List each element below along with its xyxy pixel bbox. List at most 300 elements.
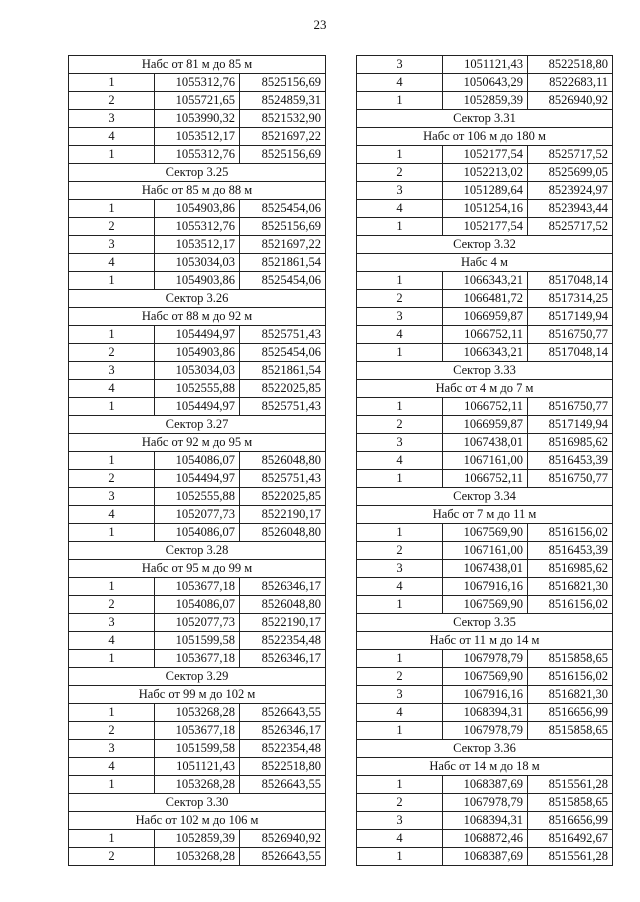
- x-coordinate: 1052077,73: [155, 614, 240, 632]
- point-number: 2: [69, 848, 155, 866]
- point-number: 2: [69, 722, 155, 740]
- point-number: 1: [69, 326, 155, 344]
- point-number: 3: [357, 560, 443, 578]
- x-coordinate: 1053512,17: [155, 128, 240, 146]
- coordinate-row: [357, 578, 613, 596]
- y-coordinate: 8515858,65: [528, 650, 613, 668]
- coordinate-row: [69, 326, 326, 344]
- y-coordinate: 8516156,02: [528, 596, 613, 614]
- section-header-row: [357, 362, 613, 380]
- point-number: 1: [357, 470, 443, 488]
- coordinate-row: [357, 776, 613, 794]
- y-coordinate: 8516985,62: [528, 560, 613, 578]
- point-number: 1: [69, 650, 155, 668]
- coordinate-row: [69, 218, 326, 236]
- y-coordinate: 8525156,69: [240, 146, 326, 164]
- coordinate-row: [357, 74, 613, 92]
- point-number: 3: [69, 110, 155, 128]
- point-number: 4: [69, 632, 155, 650]
- y-coordinate: 8522025,85: [240, 488, 326, 506]
- y-coordinate: 8517149,94: [528, 308, 613, 326]
- y-coordinate: 8526643,55: [240, 704, 326, 722]
- x-coordinate: 1066752,11: [443, 326, 528, 344]
- point-number: 3: [69, 236, 155, 254]
- x-coordinate: 1053990,32: [155, 110, 240, 128]
- x-coordinate: 1053268,28: [155, 704, 240, 722]
- x-coordinate: 1050643,29: [443, 74, 528, 92]
- coordinate-row: [69, 740, 326, 758]
- point-number: 1: [69, 524, 155, 542]
- x-coordinate: 1054903,86: [155, 200, 240, 218]
- point-number: 3: [69, 488, 155, 506]
- x-coordinate: 1067438,01: [443, 434, 528, 452]
- y-coordinate: 8516821,30: [528, 578, 613, 596]
- coordinates-table-left: [68, 55, 326, 866]
- coordinate-row: [69, 452, 326, 470]
- point-number: 2: [69, 218, 155, 236]
- x-coordinate: 1054903,86: [155, 272, 240, 290]
- point-number: 2: [69, 92, 155, 110]
- x-coordinate: 1051121,43: [155, 758, 240, 776]
- section-header-row: [69, 686, 326, 704]
- y-coordinate: 8522683,11: [528, 74, 613, 92]
- coordinate-row: [69, 254, 326, 272]
- y-coordinate: 8522190,17: [240, 506, 326, 524]
- x-coordinate: 1051599,58: [155, 740, 240, 758]
- section-header: Набс от 11 м до 14 м: [357, 632, 613, 650]
- x-coordinate: 1053268,28: [155, 848, 240, 866]
- point-number: 2: [357, 164, 443, 182]
- section-header-row: [69, 416, 326, 434]
- section-header: Набс от 92 м до 95 м: [69, 434, 326, 452]
- coordinate-row: [357, 308, 613, 326]
- y-coordinate: 8516985,62: [528, 434, 613, 452]
- point-number: 4: [357, 578, 443, 596]
- y-coordinate: 8516656,99: [528, 812, 613, 830]
- section-header-row: [69, 812, 326, 830]
- y-coordinate: 8522354,48: [240, 632, 326, 650]
- coordinate-row: [357, 452, 613, 470]
- coordinate-row: [69, 758, 326, 776]
- y-coordinate: 8526346,17: [240, 650, 326, 668]
- coordinate-row: [357, 542, 613, 560]
- coordinate-row: [69, 272, 326, 290]
- coordinate-row: [69, 578, 326, 596]
- coordinate-row: [69, 200, 326, 218]
- x-coordinate: 1051289,64: [443, 182, 528, 200]
- x-coordinate: 1068394,31: [443, 704, 528, 722]
- section-header-row: [357, 740, 613, 758]
- x-coordinate: 1067438,01: [443, 560, 528, 578]
- coordinate-row: [357, 560, 613, 578]
- x-coordinate: 1053034,03: [155, 362, 240, 380]
- coordinate-row: [357, 182, 613, 200]
- coordinates-table-right: [356, 55, 613, 866]
- section-header: Сектор 3.30: [69, 794, 326, 812]
- x-coordinate: 1052859,39: [443, 92, 528, 110]
- coordinate-row: [69, 398, 326, 416]
- y-coordinate: 8517048,14: [528, 272, 613, 290]
- point-number: 1: [357, 596, 443, 614]
- section-header: Набс от 88 м до 92 м: [69, 308, 326, 326]
- coordinate-row: [357, 812, 613, 830]
- section-header: Набс от 85 м до 88 м: [69, 182, 326, 200]
- y-coordinate: 8517149,94: [528, 416, 613, 434]
- point-number: 4: [69, 128, 155, 146]
- y-coordinate: 8526048,80: [240, 452, 326, 470]
- section-header-row: [357, 128, 613, 146]
- y-coordinate: 8526940,92: [528, 92, 613, 110]
- y-coordinate: 8524859,31: [240, 92, 326, 110]
- point-number: 2: [69, 596, 155, 614]
- x-coordinate: 1054494,97: [155, 470, 240, 488]
- section-header: Набс от 4 м до 7 м: [357, 380, 613, 398]
- x-coordinate: 1054086,07: [155, 452, 240, 470]
- coordinate-row: [357, 668, 613, 686]
- coordinate-row: [69, 704, 326, 722]
- point-number: 2: [357, 542, 443, 560]
- section-header: Сектор 3.27: [69, 416, 326, 434]
- coordinate-row: [357, 146, 613, 164]
- coordinate-row: [357, 794, 613, 812]
- point-number: 1: [69, 776, 155, 794]
- y-coordinate: 8525454,06: [240, 344, 326, 362]
- x-coordinate: 1068387,69: [443, 848, 528, 866]
- y-coordinate: 8522025,85: [240, 380, 326, 398]
- section-header: Набс от 99 м до 102 м: [69, 686, 326, 704]
- point-number: 3: [357, 308, 443, 326]
- point-number: 3: [357, 434, 443, 452]
- point-number: 2: [69, 470, 155, 488]
- x-coordinate: 1052177,54: [443, 146, 528, 164]
- coordinate-row: [69, 236, 326, 254]
- x-coordinate: 1068387,69: [443, 776, 528, 794]
- coordinate-row: [357, 434, 613, 452]
- point-number: 4: [69, 758, 155, 776]
- section-header: Набс от 7 м до 11 м: [357, 506, 613, 524]
- section-header-row: [69, 668, 326, 686]
- y-coordinate: 8526940,92: [240, 830, 326, 848]
- y-coordinate: 8516750,77: [528, 470, 613, 488]
- coordinate-row: [357, 596, 613, 614]
- point-number: 1: [357, 398, 443, 416]
- x-coordinate: 1067978,79: [443, 794, 528, 812]
- coordinate-row: [69, 632, 326, 650]
- y-coordinate: 8522354,48: [240, 740, 326, 758]
- section-header-row: [69, 56, 326, 74]
- coordinate-row: [357, 326, 613, 344]
- coordinate-row: [69, 650, 326, 668]
- section-header-row: [357, 614, 613, 632]
- x-coordinate: 1052859,39: [155, 830, 240, 848]
- section-header: Сектор 3.34: [357, 488, 613, 506]
- coordinate-row: [69, 614, 326, 632]
- section-header-row: [357, 758, 613, 776]
- point-number: 4: [357, 74, 443, 92]
- coordinate-row: [69, 722, 326, 740]
- y-coordinate: 8521532,90: [240, 110, 326, 128]
- point-number: 4: [357, 200, 443, 218]
- coordinate-row: [357, 92, 613, 110]
- coordinate-row: [69, 524, 326, 542]
- x-coordinate: 1051121,43: [443, 56, 528, 74]
- x-coordinate: 1066343,21: [443, 272, 528, 290]
- section-header-row: [69, 182, 326, 200]
- x-coordinate: 1055312,76: [155, 74, 240, 92]
- x-coordinate: 1053512,17: [155, 236, 240, 254]
- section-header-row: [357, 236, 613, 254]
- y-coordinate: 8517314,25: [528, 290, 613, 308]
- x-coordinate: 1052555,88: [155, 488, 240, 506]
- coordinate-row: [357, 416, 613, 434]
- point-number: 1: [357, 92, 443, 110]
- x-coordinate: 1067916,16: [443, 686, 528, 704]
- section-header: Сектор 3.33: [357, 362, 613, 380]
- x-coordinate: 1051599,58: [155, 632, 240, 650]
- point-number: 1: [357, 146, 443, 164]
- point-number: 1: [357, 650, 443, 668]
- section-header-row: [69, 164, 326, 182]
- section-header: Набс от 102 м до 106 м: [69, 812, 326, 830]
- x-coordinate: 1055721,65: [155, 92, 240, 110]
- y-coordinate: 8525454,06: [240, 200, 326, 218]
- point-number: 1: [357, 524, 443, 542]
- y-coordinate: 8526643,55: [240, 776, 326, 794]
- point-number: 1: [357, 848, 443, 866]
- y-coordinate: 8516156,02: [528, 668, 613, 686]
- section-header-row: [357, 488, 613, 506]
- y-coordinate: 8515858,65: [528, 794, 613, 812]
- section-header-row: [357, 380, 613, 398]
- coordinate-row: [69, 92, 326, 110]
- coordinate-row: [69, 470, 326, 488]
- coordinate-row: [357, 344, 613, 362]
- section-header: Сектор 3.32: [357, 236, 613, 254]
- y-coordinate: 8517048,14: [528, 344, 613, 362]
- coordinate-row: [357, 722, 613, 740]
- y-coordinate: 8516750,77: [528, 398, 613, 416]
- point-number: 3: [69, 614, 155, 632]
- y-coordinate: 8526346,17: [240, 578, 326, 596]
- point-number: 1: [357, 218, 443, 236]
- section-header: Набс от 81 м до 85 м: [69, 56, 326, 74]
- x-coordinate: 1067569,90: [443, 596, 528, 614]
- coordinate-row: [357, 200, 613, 218]
- coordinate-row: [69, 506, 326, 524]
- x-coordinate: 1067569,90: [443, 668, 528, 686]
- y-coordinate: 8515561,28: [528, 776, 613, 794]
- coordinate-row: [357, 848, 613, 866]
- coordinate-row: [69, 128, 326, 146]
- y-coordinate: 8526643,55: [240, 848, 326, 866]
- x-coordinate: 1052077,73: [155, 506, 240, 524]
- point-number: 3: [357, 56, 443, 74]
- y-coordinate: 8525454,06: [240, 272, 326, 290]
- y-coordinate: 8516492,67: [528, 830, 613, 848]
- section-header-row: [69, 308, 326, 326]
- section-header: Сектор 3.35: [357, 614, 613, 632]
- coordinate-row: [357, 650, 613, 668]
- point-number: 2: [69, 344, 155, 362]
- section-header-row: [69, 290, 326, 308]
- coordinate-row: [357, 830, 613, 848]
- x-coordinate: 1066752,11: [443, 398, 528, 416]
- section-header: Сектор 3.31: [357, 110, 613, 128]
- page-number: 23: [313, 17, 327, 32]
- section-header-row: [357, 506, 613, 524]
- point-number: 4: [357, 452, 443, 470]
- y-coordinate: 8521861,54: [240, 362, 326, 380]
- y-coordinate: 8516453,39: [528, 542, 613, 560]
- point-number: 2: [357, 290, 443, 308]
- y-coordinate: 8525717,52: [528, 218, 613, 236]
- y-coordinate: 8516453,39: [528, 452, 613, 470]
- coordinate-row: [357, 164, 613, 182]
- section-header-row: [357, 632, 613, 650]
- coordinate-row: [69, 848, 326, 866]
- y-coordinate: 8525156,69: [240, 74, 326, 92]
- point-number: 4: [69, 506, 155, 524]
- section-header-row: [69, 560, 326, 578]
- point-number: 1: [69, 398, 155, 416]
- coordinate-row: [69, 344, 326, 362]
- section-header: Набс от 14 м до 18 м: [357, 758, 613, 776]
- point-number: 4: [357, 704, 443, 722]
- point-number: 3: [69, 740, 155, 758]
- section-header: Сектор 3.36: [357, 740, 613, 758]
- point-number: 2: [357, 668, 443, 686]
- point-number: 1: [69, 146, 155, 164]
- point-number: 1: [357, 272, 443, 290]
- x-coordinate: 1067569,90: [443, 524, 528, 542]
- section-header: Сектор 3.25: [69, 164, 326, 182]
- x-coordinate: 1053268,28: [155, 776, 240, 794]
- x-coordinate: 1052213,02: [443, 164, 528, 182]
- section-header-row: [69, 434, 326, 452]
- section-header: Сектор 3.28: [69, 542, 326, 560]
- y-coordinate: 8526346,17: [240, 722, 326, 740]
- coordinate-row: [357, 704, 613, 722]
- point-number: 3: [357, 686, 443, 704]
- x-coordinate: 1066343,21: [443, 344, 528, 362]
- coordinate-row: [357, 56, 613, 74]
- point-number: 1: [69, 704, 155, 722]
- section-header: Набс от 95 м до 99 м: [69, 560, 326, 578]
- x-coordinate: 1067978,79: [443, 722, 528, 740]
- x-coordinate: 1054494,97: [155, 326, 240, 344]
- point-number: 3: [357, 812, 443, 830]
- coordinate-row: [69, 146, 326, 164]
- x-coordinate: 1067978,79: [443, 650, 528, 668]
- point-number: 1: [69, 830, 155, 848]
- y-coordinate: 8525717,52: [528, 146, 613, 164]
- coordinate-row: [69, 830, 326, 848]
- x-coordinate: 1066959,87: [443, 308, 528, 326]
- y-coordinate: 8516656,99: [528, 704, 613, 722]
- x-coordinate: 1066959,87: [443, 416, 528, 434]
- x-coordinate: 1053677,18: [155, 722, 240, 740]
- y-coordinate: 8525751,43: [240, 470, 326, 488]
- y-coordinate: 8522190,17: [240, 614, 326, 632]
- section-header: Сектор 3.29: [69, 668, 326, 686]
- y-coordinate: 8525751,43: [240, 398, 326, 416]
- point-number: 4: [69, 254, 155, 272]
- coordinate-row: [69, 362, 326, 380]
- y-coordinate: 8521697,22: [240, 128, 326, 146]
- point-number: 4: [357, 326, 443, 344]
- x-coordinate: 1067161,00: [443, 542, 528, 560]
- point-number: 1: [69, 272, 155, 290]
- x-coordinate: 1055312,76: [155, 146, 240, 164]
- point-number: 1: [69, 578, 155, 596]
- x-coordinate: 1052177,54: [443, 218, 528, 236]
- y-coordinate: 8525751,43: [240, 326, 326, 344]
- point-number: 1: [69, 74, 155, 92]
- x-coordinate: 1053677,18: [155, 578, 240, 596]
- x-coordinate: 1054494,97: [155, 398, 240, 416]
- x-coordinate: 1068394,31: [443, 812, 528, 830]
- x-coordinate: 1066481,72: [443, 290, 528, 308]
- x-coordinate: 1055312,76: [155, 218, 240, 236]
- point-number: 1: [69, 200, 155, 218]
- section-header: Сектор 3.26: [69, 290, 326, 308]
- y-coordinate: 8516156,02: [528, 524, 613, 542]
- point-number: 3: [69, 362, 155, 380]
- coordinate-row: [69, 776, 326, 794]
- coordinate-row: [69, 74, 326, 92]
- y-coordinate: 8521697,22: [240, 236, 326, 254]
- section-header: Набс 4 м: [357, 254, 613, 272]
- point-number: 4: [69, 380, 155, 398]
- y-coordinate: 8526048,80: [240, 596, 326, 614]
- y-coordinate: 8516821,30: [528, 686, 613, 704]
- x-coordinate: 1053034,03: [155, 254, 240, 272]
- y-coordinate: 8516750,77: [528, 326, 613, 344]
- section-header-row: [357, 254, 613, 272]
- y-coordinate: 8515858,65: [528, 722, 613, 740]
- point-number: 1: [357, 344, 443, 362]
- x-coordinate: 1054086,07: [155, 596, 240, 614]
- coordinate-row: [357, 686, 613, 704]
- point-number: 2: [357, 794, 443, 812]
- x-coordinate: 1052555,88: [155, 380, 240, 398]
- section-header-row: [357, 110, 613, 128]
- point-number: 1: [357, 776, 443, 794]
- point-number: 1: [357, 722, 443, 740]
- x-coordinate: 1051254,16: [443, 200, 528, 218]
- y-coordinate: 8521861,54: [240, 254, 326, 272]
- coordinate-row: [357, 218, 613, 236]
- coordinate-row: [357, 398, 613, 416]
- y-coordinate: 8523924,97: [528, 182, 613, 200]
- coordinate-row: [357, 470, 613, 488]
- x-coordinate: 1053677,18: [155, 650, 240, 668]
- y-coordinate: 8525156,69: [240, 218, 326, 236]
- section-header-row: [69, 542, 326, 560]
- y-coordinate: 8522518,80: [528, 56, 613, 74]
- x-coordinate: 1068872,46: [443, 830, 528, 848]
- x-coordinate: 1066752,11: [443, 470, 528, 488]
- coordinate-row: [69, 488, 326, 506]
- x-coordinate: 1067916,16: [443, 578, 528, 596]
- x-coordinate: 1054086,07: [155, 524, 240, 542]
- y-coordinate: 8515561,28: [528, 848, 613, 866]
- point-number: 2: [357, 416, 443, 434]
- coordinate-row: [69, 110, 326, 128]
- coordinate-row: [357, 272, 613, 290]
- x-coordinate: 1054903,86: [155, 344, 240, 362]
- coordinate-row: [69, 596, 326, 614]
